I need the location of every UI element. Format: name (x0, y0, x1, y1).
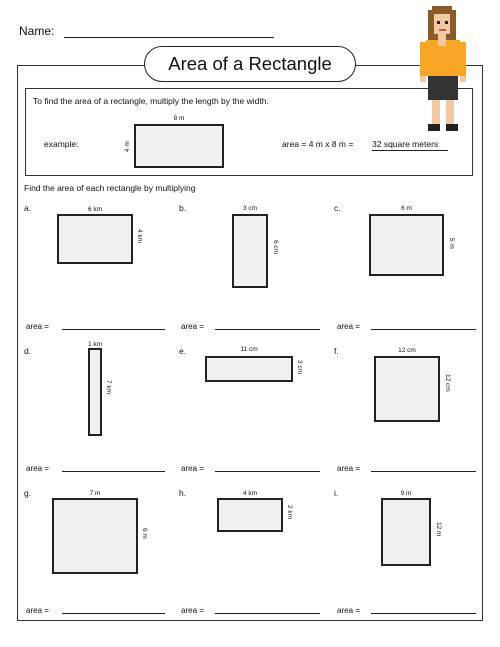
problem-letter: h. (179, 488, 187, 498)
example-answer: 32 square meters (372, 139, 448, 151)
problem-rectangle (232, 214, 268, 288)
problem-letter: d. (24, 346, 32, 356)
area-label: area = (337, 606, 360, 615)
dimension-top-label: 12 cm (398, 347, 416, 354)
problem-rectangle (369, 214, 444, 276)
dimension-top-label: 6 km (87, 206, 103, 213)
dimension-side-label: 3 cm (296, 360, 303, 375)
area-label: area = (26, 464, 49, 473)
instruction-text: To find the area of a rectangle, multiply the length by the width. (33, 96, 269, 106)
answer-line[interactable] (62, 471, 165, 472)
dimension-side-label: 6 m (141, 528, 148, 539)
dimension-top-label: 4 km (242, 490, 258, 497)
problem-rectangle (381, 498, 431, 566)
dimension-top-label: 3 cm (242, 205, 258, 212)
area-label: area = (337, 322, 360, 331)
dimension-side-label: 7 km (105, 380, 112, 395)
problem-letter: b. (179, 203, 187, 213)
dimension-top-label: 1 km (87, 341, 103, 348)
example-width-label: 4 m (124, 141, 131, 152)
area-label: area = (181, 322, 204, 331)
problem-letter: a. (24, 203, 32, 213)
example-label: example: (44, 139, 79, 149)
problem-rectangle (57, 214, 133, 264)
area-label: area = (337, 464, 360, 473)
answer-line[interactable] (62, 613, 165, 614)
name-label: Name: (19, 24, 55, 38)
dimension-side-label: 4 km (136, 229, 143, 244)
problem-rectangle (88, 348, 102, 436)
directions-text: Find the area of each rectangle by multiplying (24, 183, 196, 193)
answer-line[interactable] (371, 613, 476, 614)
name-answer-line[interactable] (64, 37, 274, 38)
area-label: area = (181, 464, 204, 473)
answer-line[interactable] (215, 329, 320, 330)
dimension-top-label: 6 m (401, 205, 412, 212)
problem-letter: e. (179, 346, 187, 356)
dimension-top-label: 7 m (89, 490, 101, 497)
dimension-side-label: 12 m (435, 522, 442, 537)
problem-rectangle (374, 356, 440, 422)
answer-line[interactable] (62, 329, 165, 330)
problem-rectangle (205, 356, 293, 382)
problem-letter: c. (334, 203, 341, 213)
dimension-side-label: 5 m (448, 238, 455, 249)
page-title: Area of a Rectangle (144, 46, 356, 82)
example-rectangle (134, 124, 224, 168)
dimension-side-label: 2 km (286, 505, 293, 520)
area-label: area = (26, 606, 49, 615)
problem-rectangle (217, 498, 283, 532)
dimension-top-label: 11 cm (240, 346, 258, 353)
example-length-label: 8 m (173, 115, 185, 122)
area-label: area = (26, 322, 49, 331)
answer-line[interactable] (215, 471, 320, 472)
dimension-side-label: 12 cm (444, 374, 451, 392)
answer-line[interactable] (371, 471, 476, 472)
answer-line[interactable] (215, 613, 320, 614)
problem-letter: g. (24, 488, 32, 498)
problem-letter: f. (334, 346, 339, 356)
dimension-side-label: 6 cm (272, 240, 279, 255)
answer-line[interactable] (371, 329, 476, 330)
area-label: area = (181, 606, 204, 615)
problem-letter: i. (334, 488, 339, 498)
example-formula: area = 4 m x 8 m = (282, 139, 354, 149)
dimension-top-label: 9 m (400, 490, 412, 497)
problem-rectangle (52, 498, 138, 574)
